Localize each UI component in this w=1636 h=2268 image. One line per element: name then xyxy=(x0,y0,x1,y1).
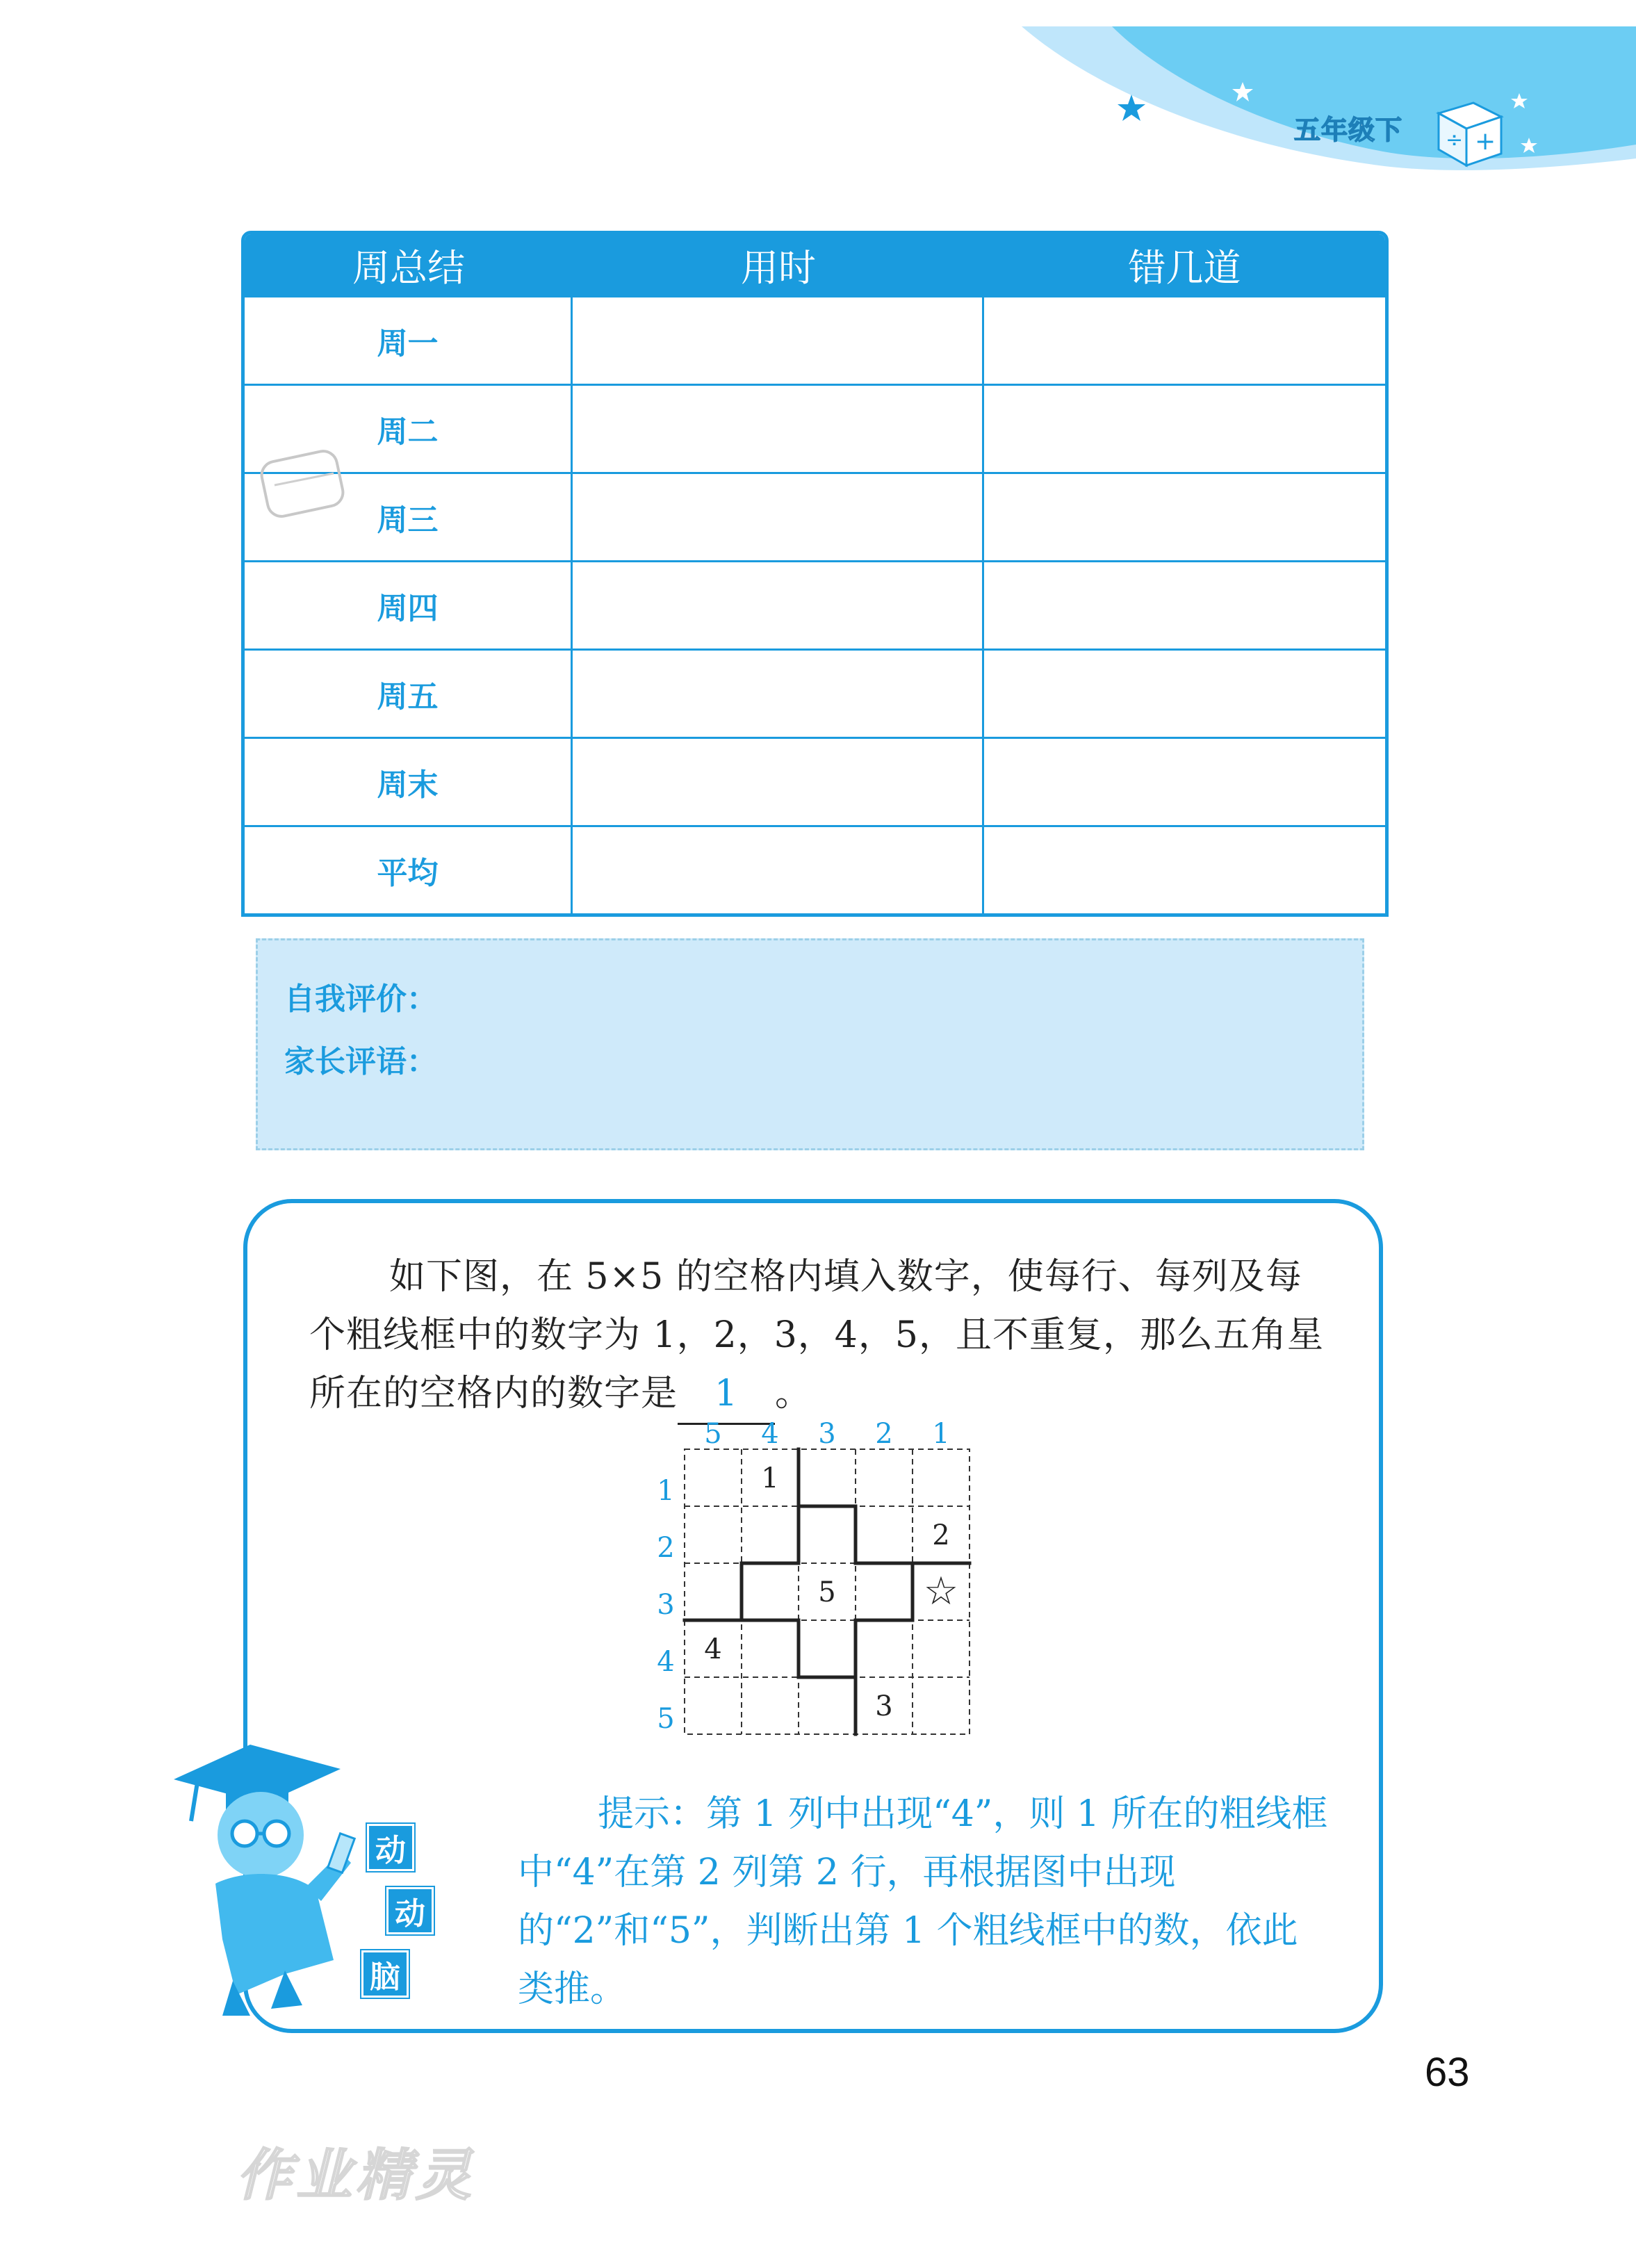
table-row xyxy=(245,472,1385,560)
row-label: 周末 xyxy=(245,739,573,825)
table-header xyxy=(245,234,1385,295)
time-cell[interactable] xyxy=(573,562,984,648)
time-cell[interactable] xyxy=(573,297,984,384)
given-number: 2 xyxy=(932,1519,950,1551)
table-row xyxy=(245,295,1385,384)
self-evaluation-label: 自我评价： xyxy=(284,981,437,1017)
wrong-cell[interactable] xyxy=(984,562,1385,648)
wrong-cell[interactable] xyxy=(984,739,1385,825)
row-label: 周四 xyxy=(245,562,573,648)
row-label: 周二 xyxy=(245,386,573,472)
evaluation-box xyxy=(256,938,1364,1150)
wrong-cell[interactable] xyxy=(984,474,1385,560)
svg-text:÷: ÷ xyxy=(1446,128,1464,152)
column-answer: 2 xyxy=(875,1418,893,1450)
watermark-text: 作业精灵 xyxy=(236,2143,475,2208)
weekly-summary-table xyxy=(241,231,1389,917)
time-cell[interactable] xyxy=(573,739,984,825)
svg-text:+: + xyxy=(1475,127,1496,156)
wrong-cell[interactable] xyxy=(984,297,1385,384)
row-number: 2 xyxy=(657,1532,675,1564)
time-cell[interactable] xyxy=(573,827,984,913)
hint-text: 提示：第 1 列中出现“4”，则 1 所在的粗线框中“4”在第 2 列第 2 行，再根据图中出现的“2”和“5”，判断出第 1 个粗线框中的数，依此类推。 xyxy=(518,1793,1328,2010)
problem-statement: 如下图，在 5×5 的空格内填入数字，使每行、每列及每个粗线框中的数字为 1，2，3，4，5，且不重复，那么五角星所在的空格内的数字是 xyxy=(309,1256,1324,1414)
end-mark: 。 xyxy=(775,1373,812,1414)
star-icon: ☆ xyxy=(923,1569,959,1614)
dice-icon xyxy=(1425,92,1508,169)
wrong-cell[interactable] xyxy=(984,651,1385,737)
header-week-summary: 周总结 xyxy=(352,245,465,290)
row-label: 周五 xyxy=(245,651,573,737)
time-cell[interactable] xyxy=(573,651,984,737)
think-badge: 脑 xyxy=(361,1950,409,1998)
page-number: 63 xyxy=(1425,2050,1470,2095)
header-wrong-count: 错几道 xyxy=(1128,245,1241,290)
header-time-used: 用时 xyxy=(741,245,816,290)
column-answer: 1 xyxy=(932,1418,950,1450)
column-answer: 3 xyxy=(818,1418,836,1450)
column-answer: 4 xyxy=(761,1418,779,1450)
row-number: 4 xyxy=(657,1646,675,1678)
table-row xyxy=(245,560,1385,648)
wrong-cell[interactable] xyxy=(984,827,1385,913)
row-label: 平均 xyxy=(245,827,573,913)
problem-text xyxy=(309,1248,1324,1425)
row-label: 周一 xyxy=(245,297,573,384)
stamp-watermark-icon xyxy=(257,442,354,525)
given-number: 5 xyxy=(818,1576,836,1608)
answer-blank[interactable]: 1 xyxy=(678,1364,775,1425)
row-number: 5 xyxy=(657,1703,675,1735)
column-answer: 5 xyxy=(704,1418,722,1450)
graduate-mascot-icon xyxy=(167,1731,459,2023)
row-number: 1 xyxy=(657,1475,675,1507)
table-row xyxy=(245,737,1385,825)
time-cell[interactable] xyxy=(573,386,984,472)
table-row xyxy=(245,648,1385,737)
row-label: 周三 xyxy=(245,474,573,560)
table-row xyxy=(245,384,1385,472)
think-badge: 动 xyxy=(386,1887,434,1934)
given-number: 4 xyxy=(704,1633,722,1665)
parent-comment-label: 家长评语： xyxy=(284,1044,437,1079)
wrong-cell[interactable] xyxy=(984,386,1385,472)
given-number: 3 xyxy=(875,1690,893,1722)
row-number: 3 xyxy=(657,1589,675,1621)
given-number: 1 xyxy=(761,1462,779,1494)
header-banner xyxy=(1022,26,1636,172)
think-badge: 动 xyxy=(367,1824,414,1871)
puzzle-grid xyxy=(639,1411,987,1759)
time-cell[interactable] xyxy=(573,474,984,560)
table-row xyxy=(245,825,1385,913)
grade-label: 五年级下 xyxy=(1294,115,1403,145)
